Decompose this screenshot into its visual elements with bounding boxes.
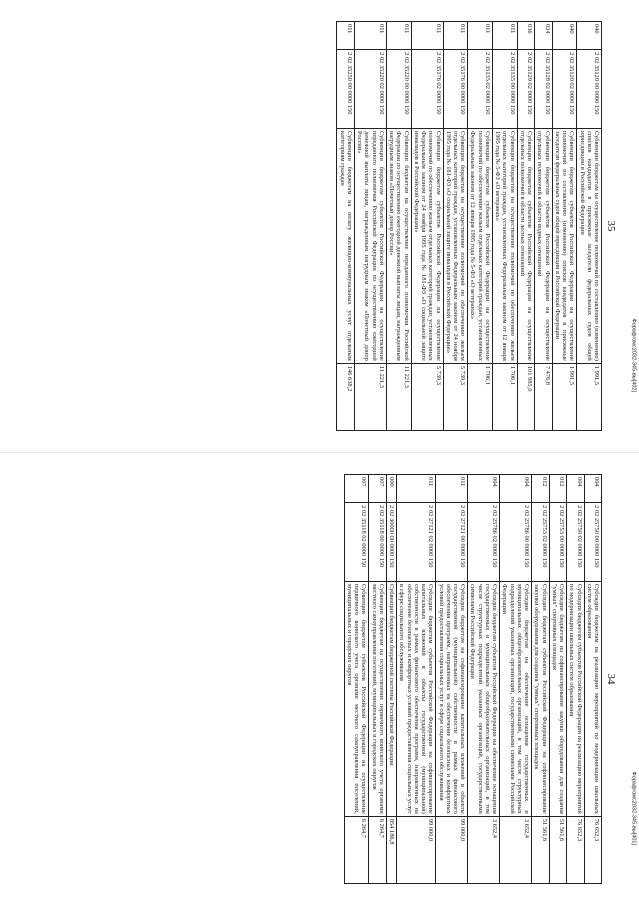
row-description: Субвенции бюджетам субъектов Российской Федерации на осуществление полномочий по обеспечению жильем отдельных категорий граждан, установленных Федеральным законом от 24 ноября 1995 года № 181-ФЗ «О социальной защите инвалидов в Российской Федерации»: [411, 129, 443, 364]
row-code: 011: [492, 22, 517, 50]
row-code: 011: [411, 22, 443, 50]
row-description: Субсидии бюджетам субъектов Российской Федерации на софинансирование закупки оборудования для создания "умных" спортивных площадок: [531, 582, 548, 817]
row-description: Субвенции бюджетам на осуществление переданного полномочия Российской Федерации по осуществлению ежегодной денежной выплаты лицам, награжденным нагрудным знаком «Почетный донор России»: [386, 129, 411, 364]
table-row: [354, 22, 386, 431]
row-code: 011: [435, 475, 467, 503]
row-description: Субсидии бюджетам субъектов Российской Федерации на софинансирование капитальных вложений в объекты государственной (муниципальной) собственности в рамках финансового обеспечения программ, направленных на обеспечение безопасных и комфортных условий предоставления социальных услуг в сфере социального обслуживания: [396, 582, 435, 817]
row-code: 004: [566, 475, 583, 503]
table-row: [584, 475, 601, 884]
row-description: Субвенции бюджетам на осуществление полномочий по составлению (изменению) списков кандидатов в присяжные заседатели федеральных судов общей юрисдикции в Российской Федерации: [576, 129, 601, 364]
row-amount: 1 706,1: [467, 363, 492, 430]
row-code: 007: [344, 475, 369, 503]
row-amount: 3 652,4: [467, 816, 499, 883]
row-budget-code: 2 02 27121 02 0000 150: [396, 503, 435, 582]
row-budget-code: 2 02 25786 00 0000 150: [499, 503, 531, 582]
row-code: 000: [386, 475, 396, 503]
row-code: 011: [354, 22, 386, 50]
table-row: [396, 475, 435, 884]
row-code: 012: [549, 475, 566, 503]
page-footer: Форафгомс2032-345-вы[401]: [631, 771, 637, 845]
row-amount: 3 652,4: [499, 816, 531, 883]
page-35-content: [20, 21, 620, 431]
table-row: [467, 475, 499, 884]
row-amount: 146 638,2: [337, 363, 354, 430]
row-budget-code: 2 02 25753 00 0000 150: [549, 503, 566, 582]
row-description: Субсидии бюджетам на реализацию мероприятий по модернизации школьных систем образования: [584, 582, 601, 817]
table-row: [344, 475, 369, 884]
row-budget-code: 2 02 25750 00 0000 150: [584, 503, 601, 582]
row-amount: 5 739,3: [411, 363, 443, 430]
row-budget-code: 2 02 35176 02 0000 150: [411, 50, 443, 129]
row-budget-code: 2 02 35176 00 0000 150: [443, 50, 468, 129]
table-row: [368, 475, 385, 884]
row-amount: 11 221,3: [386, 363, 411, 430]
row-amount: 1 706,1: [492, 363, 517, 430]
row-budget-code: 2 02 25786 02 0000 150: [467, 503, 499, 582]
row-code: 004: [467, 475, 499, 503]
row-amount: 51 561,6: [531, 816, 548, 883]
table-row: [576, 22, 601, 431]
row-budget-code: 2 02 35220 00 0000 150: [386, 50, 411, 129]
table-row: [411, 22, 443, 431]
row-description: Субвенции бюджетам субъектов Российской Федерации на осуществление первичного воинского учета органами местного самоуправления поселений, муниципальных и городских округов: [344, 582, 369, 817]
row-budget-code: 2 02 35118 00 0000 150: [368, 503, 385, 582]
row-budget-code: 2 02 30000 00 0000 150: [386, 503, 396, 582]
table-row: [531, 475, 548, 884]
row-budget-code: 2 02 27121 00 0000 150: [435, 503, 467, 582]
table-row: [549, 475, 566, 884]
table-row: [499, 475, 531, 884]
row-amount: 5 739,3: [443, 363, 468, 430]
row-description: Субсидии бюджетам на обеспечение оснащения государственных и муниципальных общеобразовательных организаций, в том числе структурных подразделений указанных организаций, государственными символами Российской Федерации: [499, 582, 531, 817]
row-description: Субсидии бюджетам на софинансирование закупки оборудования для создания "умных" спортивных площадок: [549, 582, 566, 817]
row-budget-code: 2 02 35118 02 0000 150: [344, 503, 369, 582]
row-code: 011: [467, 22, 492, 50]
row-description: Субвенции бюджетам субъектов Российской Федерации на осуществление отдельных полномочий в области водных отношений: [534, 129, 551, 364]
row-amount: 51 561,6: [549, 816, 566, 883]
row-amount: 76 652,3: [566, 816, 583, 883]
table-row: [566, 475, 583, 884]
row-code: 011: [443, 22, 468, 50]
row-budget-code: 2 02 35135 02 0000 150: [467, 50, 492, 129]
page-34: [0, 453, 639, 905]
table-row: [386, 475, 396, 884]
row-description: Субвенции бюджетам субъектов Российской Федерации на осуществление полномочий по обеспечению жильем отдельных категорий граждан, установленных Федеральным законом от 12 января 1995 года № 5-ФЗ «О ветеранах»: [467, 129, 492, 364]
row-code: 007: [368, 475, 385, 503]
row-budget-code: 2 02 25753 02 0000 150: [531, 503, 548, 582]
row-amount: 854 186,8: [386, 816, 396, 883]
row-budget-code: 2 02 35128 02 0000 150: [534, 50, 551, 129]
table-row: [517, 22, 534, 431]
row-amount: 6 264,7: [344, 816, 369, 883]
page-number: 34: [604, 673, 617, 685]
row-amount: 11 221,3: [354, 363, 386, 430]
budget-table-page-34: [343, 474, 601, 884]
row-amount: 7 476,8: [534, 363, 551, 430]
row-description: Субсидии бюджетам субъектов Российской Федерации на обеспечение оснащения государственных и муниципальных общеобразовательных организаций, в том числе структурных подразделений указанных организаций, государственными символами Российской Федерации: [467, 582, 499, 817]
row-budget-code: 2 02 35120 00 0000 150: [576, 50, 601, 129]
row-amount: 76 652,3: [584, 816, 601, 883]
row-code: 011: [337, 22, 354, 50]
row-description: Субвенции бюджетам субъектов Российской Федерации на осуществление переданного полномочия Российской Федерации по осуществлению ежегодной денежной выплаты лицам, награжденным нагрудным знаком «Почетный донор России»: [354, 129, 386, 364]
row-description: Субвенции бюджетам бюджетной системы Российской Федерации: [386, 582, 396, 817]
row-amount: 1 991,5: [576, 363, 601, 430]
page-footer: Форафгомс2032-345-вы[402]: [631, 318, 637, 392]
row-code: 004: [499, 475, 531, 503]
row-description: Субвенции бюджетам на осуществление полномочий по обеспечению жильем отдельных категорий граждан, установленных Федеральным законом от 24 ноября 1995 года № 181-ФЗ «О социальной защите инвалидов в Российской Федерации»: [443, 129, 468, 364]
row-code: 040: [552, 22, 577, 50]
table-row: [337, 22, 354, 431]
row-budget-code: 2 02 35129 02 0000 150: [517, 50, 534, 129]
page-number: 35: [604, 220, 617, 232]
budget-table-page-35: [336, 21, 602, 431]
table-row: [435, 475, 467, 884]
row-code: 036: [517, 22, 534, 50]
row-budget-code: 2 02 25750 02 0000 150: [566, 503, 583, 582]
row-code: 004: [584, 475, 601, 503]
row-description: Субвенции бюджетам на осуществление первичного воинского учета органами местного самоуправления поселений, муниципальных и городских округов: [368, 582, 385, 817]
row-description: Субвенции бюджетам субъектов Российской Федерации на осуществление полномочий по составлению (изменению) списков кандидатов в присяжные заседатели федеральных судов общей юрисдикции в Российской Федерации: [552, 129, 577, 364]
row-amount: 99 000,0: [396, 816, 435, 883]
row-amount: 1 991,5: [552, 363, 577, 430]
row-amount: 101 985,0: [517, 363, 534, 430]
row-amount: 99 000,0: [435, 816, 467, 883]
table-row: [443, 22, 468, 431]
row-code: 040: [576, 22, 601, 50]
row-description: Субсидии бюджетам на софинансирование капитальных вложений в объекты государственной (муниципальной) собственности в рамках финансового обеспечения программ, направленных на обеспечение безопасных и комфортных условий предоставления социальных услуг в сфере социального обслуживания: [435, 582, 467, 817]
row-description: Субвенции бюджетам на осуществление полномочий по обеспечению жильем отдельных категорий граждан, установленных Федеральным законом от 12 января 1995 года № 5-ФЗ «О ветеранах»: [492, 129, 517, 364]
table-row: [534, 22, 551, 431]
row-code: 011: [386, 22, 411, 50]
table-row: [492, 22, 517, 431]
row-budget-code: 2 02 35220 02 0000 150: [354, 50, 386, 129]
table-row: [386, 22, 411, 431]
row-code: 011: [396, 475, 435, 503]
row-description: Субвенции бюджетам на оплату жилищно-коммунальных услуг отдельным категориям граждан: [337, 129, 354, 364]
row-budget-code: 2 02 35250 00 0000 150: [337, 50, 354, 129]
page-35: [0, 0, 639, 452]
row-amount: 6 264,7: [368, 816, 385, 883]
row-code: 024: [534, 22, 551, 50]
row-code: 012: [531, 475, 548, 503]
row-description: Субсидии бюджетам субъектов Российской Федерации на реализацию мероприятий по модернизации школьных систем образования: [566, 582, 583, 817]
row-budget-code: 2 02 35135 00 0000 150: [492, 50, 517, 129]
row-description: Субвенции бюджетам субъектов Российской Федерации на осуществление отдельных полномочий в области лесных отношений: [517, 129, 534, 364]
table-row: [552, 22, 577, 431]
table-row: [467, 22, 492, 431]
row-budget-code: 2 02 35120 02 0000 150: [552, 50, 577, 129]
page-34-content: [20, 474, 620, 884]
